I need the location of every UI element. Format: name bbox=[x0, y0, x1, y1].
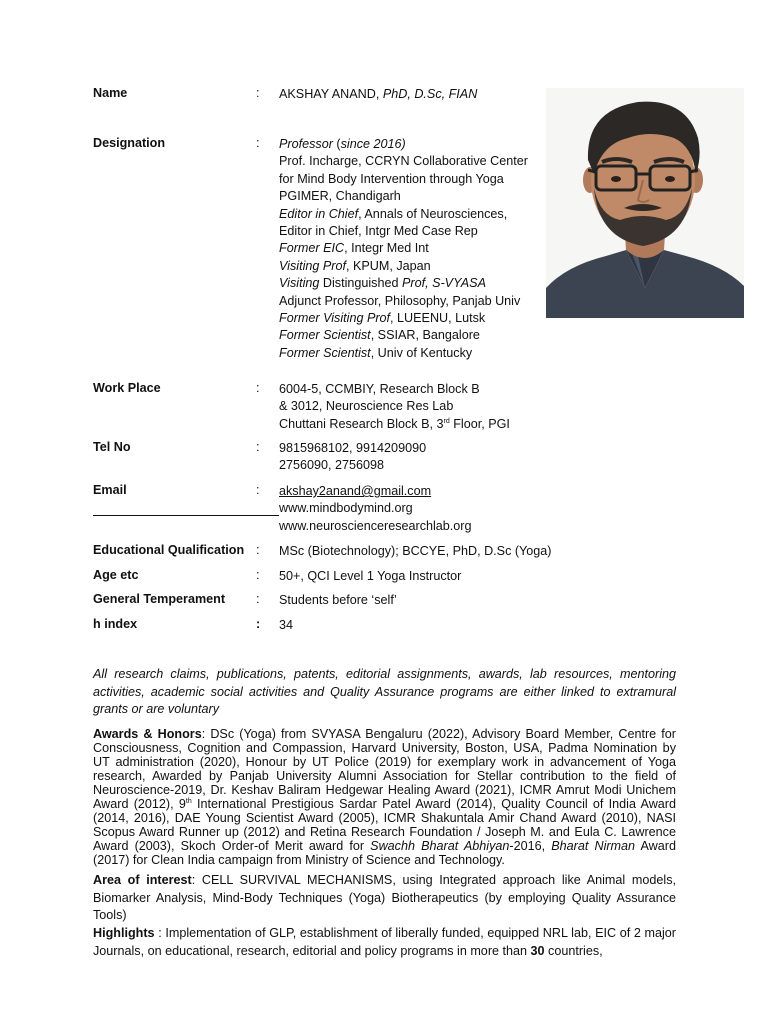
portrait-image bbox=[546, 88, 744, 318]
colon: : bbox=[256, 86, 260, 100]
highlights-section: Highlights : Implementation of GLP, establishment of liberally funded, equipped NRL lab, EIC of 2 major Journals, on educational, research, editorial and policy programs in more than 30 countries, bbox=[93, 926, 676, 958]
profile-photo bbox=[546, 88, 744, 318]
email-link[interactable]: akshay2anand@gmail.com bbox=[279, 484, 432, 498]
designation-value: Professor (since 2016) Prof. Incharge, CCRYN Collaborative Center for Mind Body Intervention through Yoga PGIMER, Chandigarh Editor in Chief, Annals of Neurosciences, Editor in Chief, Intgr Med Case Rep Former EIC, Integr Med Int Visiting Prof, KPUM, Japan Visiting Distinguished Prof, S-VYASA Adjunct Professor, Philosophy, Panjab Univ Former Visiting Prof, LUEENU, Lutsk Former Scientist, SSIAR, Bangalore Former Scientist, Univ of Kentucky bbox=[279, 137, 528, 360]
highlights-label: Highlights bbox=[93, 926, 155, 940]
tel-label: Tel No bbox=[93, 440, 131, 454]
disclaimer-text: All research claims, publications, patents, editorial assignments, awards, lab resources, mentoring activities, academic social activities and Quality Assurance programs are either linked to extramural grants or are voluntary bbox=[93, 667, 676, 717]
temperament-label: General Temperament bbox=[93, 592, 226, 606]
colon: : bbox=[256, 440, 260, 454]
age-value: 50+, QCI Level 1 Yoga Instructor bbox=[279, 569, 462, 583]
designation-label: Designation bbox=[93, 136, 166, 150]
email-label: Email bbox=[93, 483, 127, 497]
name-value: AKSHAY ANAND, PhD, D.Sc, FIAN bbox=[279, 87, 478, 101]
temperament-value: Students before ‘self’ bbox=[279, 593, 397, 607]
interest-label: Area of interest bbox=[93, 873, 192, 887]
colon: : bbox=[256, 483, 260, 497]
name-label: Name bbox=[93, 86, 128, 100]
colon: : bbox=[256, 568, 260, 582]
email-value bbox=[279, 483, 559, 535]
workplace-value: 6004-5, CCMBIY, Research Block B & 3012, Neuroscience Res Lab Chuttani Research Block B, 3rd Floor, PGI bbox=[279, 382, 510, 431]
website-link-2[interactable]: www.neuroscienceresearchlab.org bbox=[279, 518, 472, 533]
awards-label: Awards & Honors bbox=[93, 727, 202, 741]
interest-section: Area of interest: CELL SURVIVAL MECHANISMS, using Integrated approach like Animal models, Biomarker Analysis, Mind-Body Techniques (Yoga) Biotherapeutics (by employing Quality Assurance Tools) bbox=[93, 873, 676, 923]
workplace-label: Work Place bbox=[93, 381, 161, 395]
colon: : bbox=[256, 136, 260, 150]
hindex-label: h index bbox=[93, 617, 138, 631]
website-link-1[interactable]: www.mindbodymind.org bbox=[279, 501, 413, 516]
age-label: Age etc bbox=[93, 568, 139, 582]
education-value: MSc (Biotechnology); BCCYE, PhD, D.Sc (Yoga) bbox=[279, 544, 552, 558]
colon: : bbox=[256, 592, 260, 606]
colon: : bbox=[256, 381, 260, 395]
colon: : bbox=[256, 543, 260, 557]
awards-section: Awards & Honors: DSc (Yoga) from SVYASA Bengaluru (2022), Advisory Board Member, Centre for Consciousness, Cognition and Compassion, Harvard University, Boston, USA, Padma Nomination by UT administration (2020), Honour by UT Police (2019) for exemplary work in advancement of Yoga research, Awarded by Panjab University Alumni Association for Stellar contribution to the field of Neuroscience-2019, Dr. Keshav Baliram Hedgewar Healing Award (2021), ICMR Amrut Modi Unichem Award (2012), 9th International Prestigious Sardar Patel Award (2014), Quality Council of India Award (2014, 2016), DAE Young Scientist Award (2005), ICMR Shakuntala Amir Chand Award (2010), NASI Scopus Award Runner up (2012) and Retina Research Foundation / Joseph M. and Eula C. Lawrence Award (2003), Skoch Order-of Merit award for Swachh Bharat Abhiyan-2016, Bharat Nirman Award (2017) for Clean India campaign from Ministry of Science and Technology. bbox=[93, 727, 677, 867]
hindex-value: 34 bbox=[279, 618, 294, 632]
education-label: Educational Qualification bbox=[93, 543, 245, 557]
tel-value: 9815968102, 9914209090 2756090, 2756098 bbox=[279, 441, 427, 473]
colon: : bbox=[256, 617, 261, 631]
divider-line bbox=[93, 515, 279, 516]
